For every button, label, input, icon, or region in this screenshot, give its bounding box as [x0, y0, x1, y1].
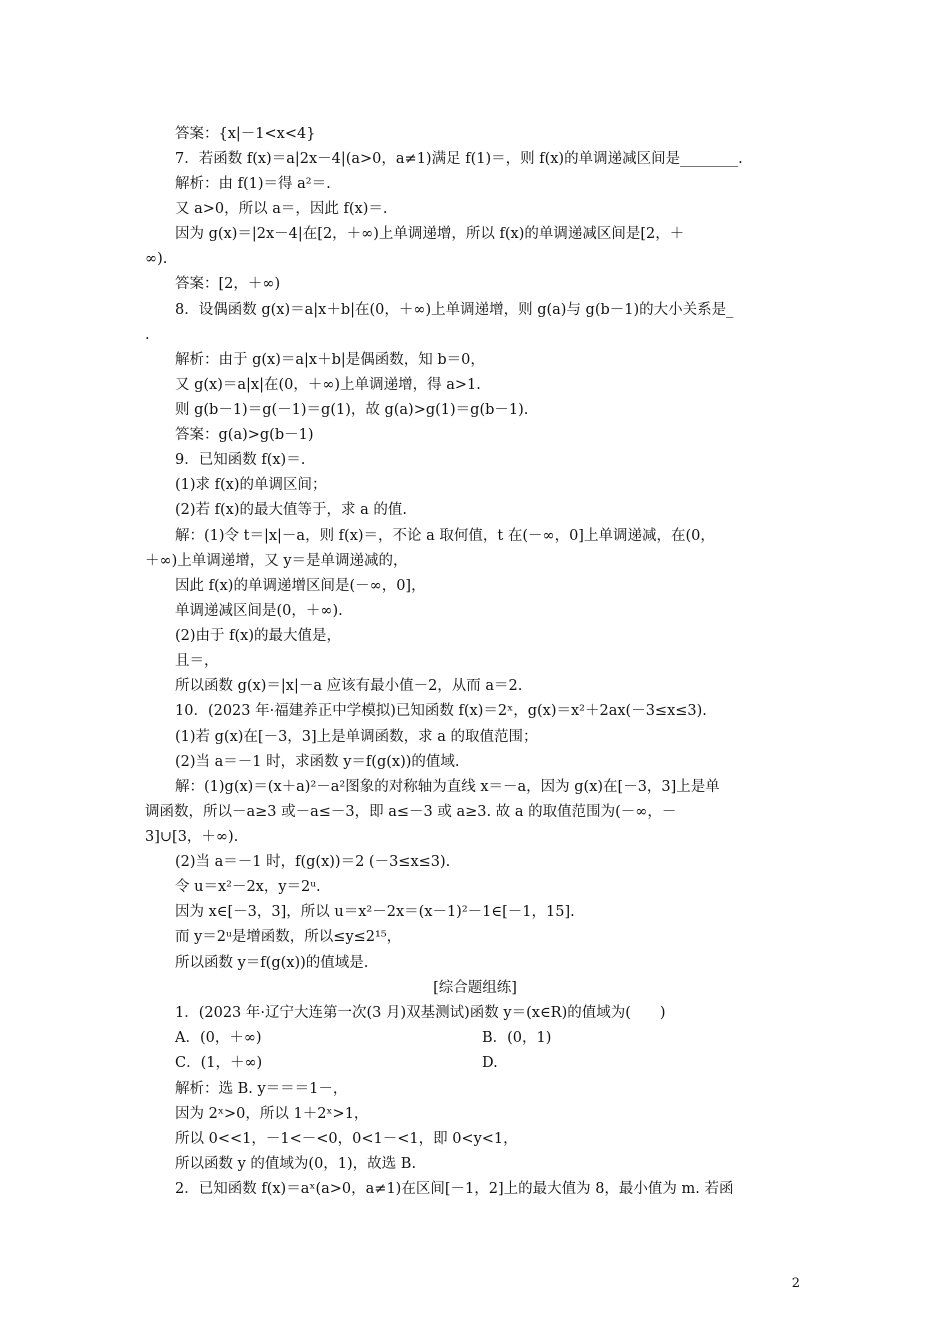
answer-line: 答案：g(a)>g(b－1)	[175, 427, 314, 443]
question-line: (2)若 f(x)的最大值等于，求 a 的值.	[175, 502, 407, 518]
question-line: .	[145, 327, 150, 343]
analysis-line: ∞).	[145, 251, 168, 267]
option-b: B．(0，1)	[482, 1030, 552, 1046]
solution-line: 且＝，	[175, 653, 219, 669]
option-a: A．(0，＋∞)	[175, 1030, 262, 1046]
question-line: (1)求 f(x)的单调区间；	[175, 477, 327, 493]
answer-line: 答案：[2，＋∞)	[175, 276, 281, 292]
option-d: D.	[482, 1055, 498, 1071]
solution-line: (2)当 a＝－1 时，f(g(x))＝2 (－3≤x≤3).	[175, 854, 451, 870]
solution-line: 因此 f(x)的单调递增区间是(－∞，0]，	[175, 578, 426, 594]
question-7: 7．若函数 f(x)＝a|2x－4|(a>0，a≠1)满足 f(1)＝，则 f(x)的单调递减区间是________.	[175, 151, 743, 167]
composite-question-1: 1．(2023 年·辽宁大连第一次(3 月)双基测试)函数 y＝(x∈R)的值域为( )	[175, 1005, 666, 1021]
solution-line: 单调递减区间是(0，＋∞).	[175, 603, 343, 619]
composite-question-2: 2．已知函数 f(x)＝aˣ(a>0，a≠1)在区间[－1，2]上的最大值为 8，最小值为 m. 若函	[175, 1181, 734, 1197]
solution-line: 解：(1)令 t＝|x|－a，则 f(x)＝，不论 a 取何值，t 在(－∞，0]上单调递减，在(0，	[175, 528, 715, 544]
question-8: 8．设偶函数 g(x)＝a|x＋b|在(0，＋∞)上单调递增，则 g(a)与 g(b－1)的大小关系是_	[175, 302, 734, 318]
analysis-line: 则 g(b－1)＝g(－1)＝g(1)，故 g(a)>g(1)＝g(b－1).	[175, 402, 529, 418]
analysis-line: 又 g(x)＝a|x|在(0，＋∞)上单调递增，得 a>1.	[175, 377, 481, 393]
question-line: (1)若 g(x)在[－3，3]上是单调函数，求 a 的取值范围；	[175, 729, 538, 745]
analysis-line: 又 a>0，所以 a＝，因此 f(x)＝.	[175, 201, 388, 217]
question-10: 10．(2023 年·福建养正中学模拟)已知函数 f(x)＝2ˣ，g(x)＝x²＋2ax(－3≤x≤3).	[175, 703, 707, 719]
analysis-line: 解析：选 B. y＝＝＝1－，	[175, 1081, 348, 1097]
solution-line: 所以函数 y＝f(g(x))的值域是.	[175, 955, 369, 971]
question-9: 9．已知函数 f(x)＝.	[175, 452, 306, 468]
solution-line: 令 u＝x²－2x，y＝2ᵘ.	[175, 879, 321, 895]
solution-line: (2)由于 f(x)的最大值是，	[175, 628, 342, 644]
solution-line: 调函数，所以－a≥3 或－a≤－3，即 a≤－3 或 a≥3. 故 a 的取值范围为(－∞，－	[145, 804, 677, 820]
analysis-line: 解析：由于 g(x)＝a|x＋b|是偶函数，知 b＝0，	[175, 352, 485, 368]
solution-line: 因为 x∈[－3，3]，所以 u＝x²－2x＝(x－1)²－1∈[－1，15].	[175, 904, 575, 920]
page-number: 2	[791, 1276, 800, 1291]
analysis-line: 因为 2ˣ>0，所以 1＋2ˣ>1，	[175, 1106, 369, 1122]
analysis-line: 因为 g(x)＝|2x－4|在[2，＋∞)上单调递增，所以 f(x)的单调递减区间是[2，＋	[175, 226, 685, 242]
solution-line: ＋∞)上单调递增，又 y＝是单调递减的，	[145, 553, 408, 569]
analysis-line: 所以 0<<1，－1<－<0，0<1－<1，即 0<y<1，	[175, 1131, 518, 1147]
question-line: (2)当 a＝－1 时，求函数 y＝f(g(x))的值域.	[175, 754, 460, 770]
solution-line: 解：(1)g(x)＝(x＋a)²－a²图象的对称轴为直线 x＝－a，因为 g(x)在[－3，3]上是单	[175, 779, 720, 795]
solution-line: 而 y＝2ᵘ是增函数，所以≤y≤2¹⁵，	[175, 929, 402, 945]
answer-line: 答案：{x|－1<x<4}	[175, 126, 316, 142]
solution-line: 所以函数 g(x)＝|x|－a 应该有最小值－2，从而 a＝2.	[175, 678, 523, 694]
option-c: C．(1，＋∞)	[175, 1055, 263, 1071]
section-heading: [综合题组练]	[433, 980, 517, 996]
analysis-line: 解析：由 f(1)＝得 a²＝.	[175, 176, 331, 192]
analysis-line: 所以函数 y 的值域为(0，1)，故选 B.	[175, 1156, 417, 1172]
solution-line: 3]∪[3，＋∞).	[145, 829, 239, 845]
